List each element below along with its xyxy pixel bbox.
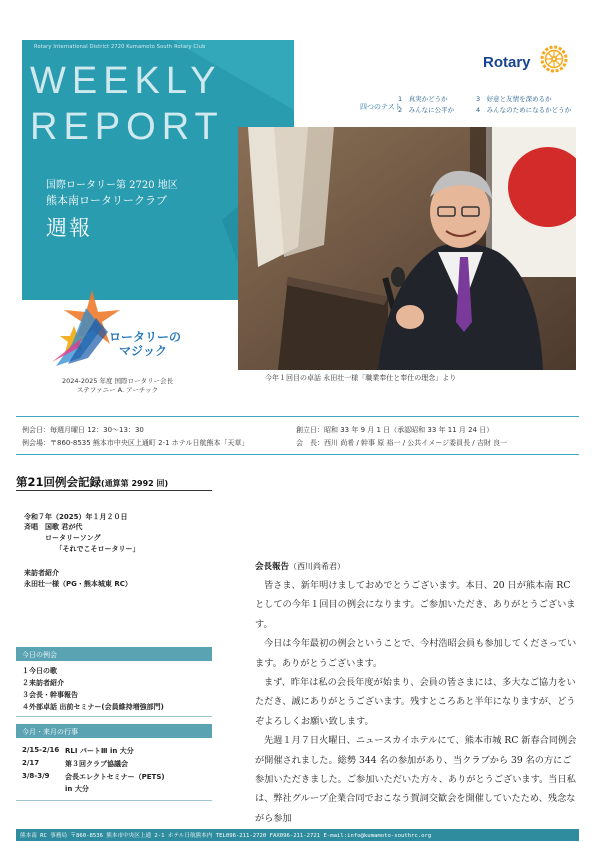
- theme-title: [109, 330, 181, 358]
- event-text: 第３回クラブ協議会: [65, 760, 128, 768]
- district-name: 国際ロータリー第 2720 地区: [46, 180, 178, 191]
- report-paragraph: 先週１月７日火曜日、ニュースカイホテルにて、熊本市城 RC 新春合同例会が開催されました。総勢 344 名の参加があり、当クラブから 39 名の方にご参加いただきました。ご参加いただいた方々、ありがとうございます。当日私は、弊社グループ企業合同でおこなう賀詞交歓会を開催していたため、残念ながら参加: [255, 735, 577, 824]
- title-report: REPORT: [30, 106, 224, 148]
- club-name-japanese: 熊本南ロータリークラブ: [46, 194, 167, 207]
- meeting-song: 斉唱 国歌 君が代: [24, 523, 83, 531]
- four-way-test-item: 3 好意と友情を深めるか: [476, 95, 552, 103]
- event-text: 会長エレクトセミナー（PETS): [65, 773, 165, 781]
- meeting-title-rule: [16, 490, 212, 491]
- meeting-record-title: [16, 474, 168, 490]
- report-paragraph: まず、昨年は私の会長年度が始まり、会員の皆さまには、多大なご協力をいただき、誠にありがとうございます。残すところあと半年になりますが、どうぞよろしくお願い致します。: [255, 677, 576, 727]
- meeting-date: 令和７年（2025）年１月２０日: [24, 513, 128, 521]
- info-top-rule: [16, 416, 579, 417]
- founded-date: 創立日：昭和 33 年 9 月 1 日（承認昭和 33 年 11 月 24 日）: [296, 426, 494, 434]
- four-way-test-item: 2 みんなに公平か: [398, 106, 455, 114]
- report-body: [255, 576, 580, 828]
- event-text: RLI パートⅢ in 大分: [65, 747, 134, 755]
- visitor-title: 来訪者紹介: [24, 569, 59, 577]
- footer-bar: [16, 829, 579, 841]
- ri-president-name: ステファニー A. アーチック: [76, 386, 159, 394]
- meeting-venue: 例会場：〒860-8535 熊本市中央区上通町 2-1 ホテル日航熊本「天草」: [22, 439, 249, 447]
- meeting-song: ロータリーソング: [24, 534, 101, 542]
- event-date: 3/8-3/9: [22, 772, 50, 780]
- four-way-test-item: 1 真実かどうか: [398, 95, 448, 103]
- meeting-day: 例会日：毎週月曜日 12：30〜13：30: [22, 426, 144, 434]
- speaker-photo: [238, 127, 576, 370]
- rotary-logo: [483, 42, 573, 78]
- club-name-english: Rotary International District 2720 Kumamoto South Rotary Club: [34, 44, 206, 50]
- rotary-wheel-icon: [539, 44, 569, 74]
- meeting-record-heading: 第21回例会記録: [16, 475, 102, 489]
- report-speaker: （西川尚希君）: [289, 562, 346, 571]
- rotary-logo-word: Rotary: [483, 54, 531, 71]
- events-bottom-rule: [16, 800, 212, 801]
- event-date: 2/15-2/16: [22, 746, 60, 754]
- events-header: [16, 724, 212, 738]
- ri-president-year: 2024-2025 年度 国際ロータリー会長: [62, 377, 174, 385]
- four-way-test-item: 4 みんなのためになるかどうか: [476, 106, 572, 114]
- report-heading-title: 会長報告: [255, 562, 290, 572]
- info-bottom-rule: [16, 454, 579, 455]
- ri-president: [62, 377, 173, 395]
- theme-title-line2: マジック: [119, 344, 168, 358]
- theme-logo: [52, 288, 192, 368]
- club-officers: 会 長：西川 尚希 / 幹事 原 裕一 / 公共イメージ委員長 / 吉財 良一: [296, 439, 508, 447]
- event-text: in 大分: [65, 785, 89, 793]
- today-bottom-rule: [16, 716, 212, 717]
- photo-caption: 今年１回目の卓話 永田壮一様「職業奉仕と奉仕の理念」より: [265, 374, 457, 382]
- footer-contact: 熊本南 RC 事務局 〒860-8536 熊本市中央区上通 2-1 ホテル日航熊本内 TEL096-211-2720 FAX096-211-2721 E-mail:info@kumamoto-southrc.org: [20, 833, 432, 839]
- page-title: 週報: [46, 216, 92, 240]
- report-heading: [255, 560, 345, 572]
- event-date: 2/17: [22, 759, 40, 767]
- report-paragraph: 皆さま、新年明けましておめでとうございます。本日、20 日が熊本南 RC としての今年１回目の例会になります。ご参加いただき、ありがとうございます。: [255, 580, 576, 630]
- today-meeting-label: 今日の例会: [22, 651, 57, 659]
- title-weekly: WEEKLY: [30, 60, 222, 102]
- visitor-name: 永田壮一様（PG・熊本城東 RC）: [24, 580, 132, 588]
- four-way-test-title: 四つのテスト: [360, 103, 402, 111]
- today-item: ４外部卓話 出前セミナー(会員維持増強部門): [22, 703, 164, 711]
- theme-title-line1: ロータリーの: [109, 330, 182, 344]
- meeting-record-number: (通算第 2992 回): [101, 479, 169, 488]
- meeting-song: 「それでこそロータリー」: [24, 545, 140, 553]
- events-label: 今月・来月の行事: [22, 728, 78, 736]
- today-item: ３会長・幹事報告: [22, 691, 78, 699]
- report-paragraph: 今日は今年最初の例会ということで、今村浩昭会員も参加してくださっています。ありがとうございます。: [255, 638, 577, 669]
- today-item: ２来訪者紹介: [22, 679, 64, 687]
- today-item: １今日の歌: [22, 667, 57, 675]
- today-meeting-header: [16, 647, 212, 661]
